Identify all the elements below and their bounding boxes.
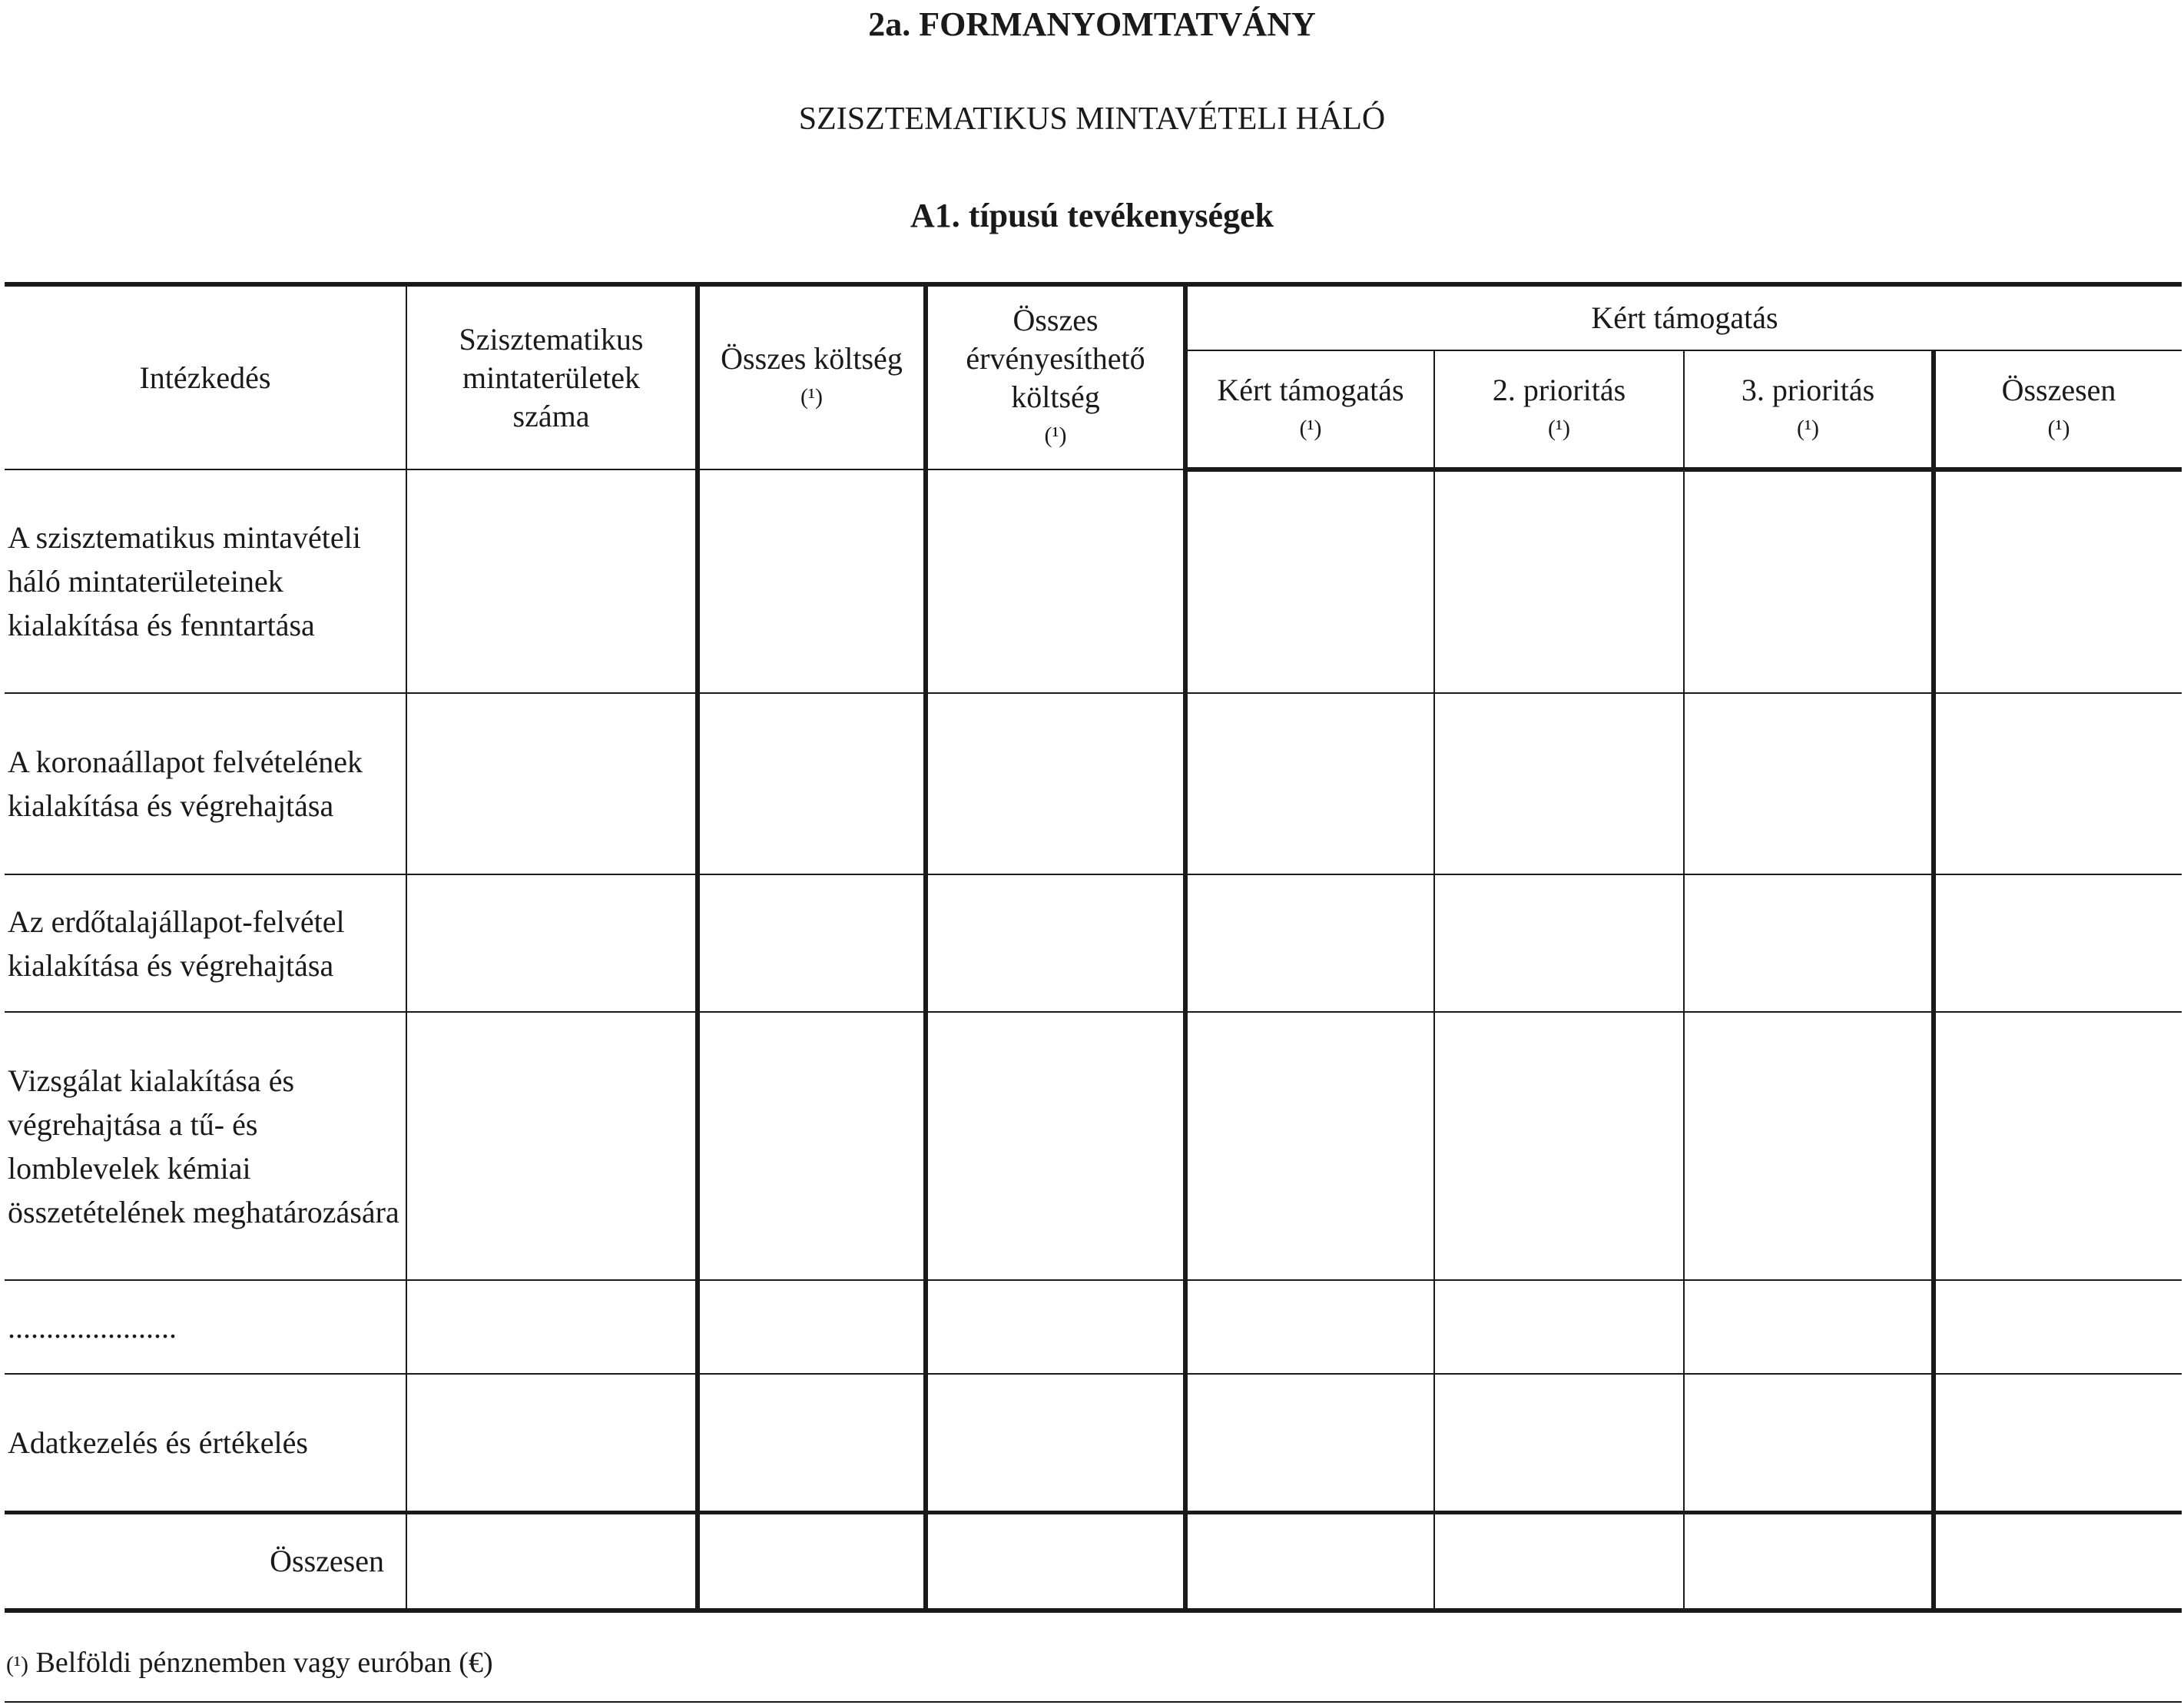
col-header-priority-3-label: 3. prioritás (1741, 372, 1875, 407)
table-row (5, 1280, 2182, 1374)
cell-sum[interactable] (1934, 874, 2182, 1012)
col-header-eligible-cost-line-1: Összes (1012, 302, 1099, 337)
form-title: 2a. FORMANYOMTATVÁNY (868, 5, 1316, 43)
cell-plots[interactable] (406, 1374, 698, 1512)
table-row (5, 469, 2182, 693)
col-header-priority-3 (1684, 350, 1934, 469)
cell-requested-support[interactable] (1185, 693, 1434, 874)
cell-total-cost[interactable] (698, 469, 926, 693)
col-header-total-cost-label: Összes költség (721, 340, 903, 376)
table-row (5, 1374, 2182, 1512)
cell-priority-3[interactable] (1684, 1374, 1934, 1512)
cell-sum[interactable] (1934, 1012, 2182, 1280)
cell-sum[interactable] (1934, 693, 2182, 874)
cell-plots[interactable] (406, 874, 698, 1012)
cell-total-cost[interactable] (698, 1374, 926, 1512)
cell-priority-3[interactable] (1684, 469, 1934, 693)
total-cell-plots[interactable] (406, 1512, 698, 1610)
form-subtitle: SZISZTEMATIKUS MINTAVÉTELI HÁLÓ (798, 101, 1386, 137)
col-header-priority-2-note: (¹) (1548, 415, 1570, 441)
col-header-sum-label: Összesen (2001, 372, 2116, 407)
col-header-eligible-cost-note: (¹) (1044, 422, 1067, 448)
total-cell-eligible-cost[interactable] (926, 1512, 1185, 1610)
row-label: A koronaállapot felvételének kialakítása és végrehajtása (5, 693, 406, 874)
col-header-plots-line-2: mintaterületek (462, 360, 640, 395)
bottom-rule (5, 1701, 2182, 1703)
cell-requested-support[interactable] (1185, 874, 1434, 1012)
col-header-requested-support-group: Kért támogatás (1185, 284, 2182, 350)
cell-eligible-cost[interactable] (926, 1374, 1185, 1512)
col-header-eligible-cost (926, 284, 1185, 469)
footnote-text: Belföldi pénznemben vagy euróban (€) (35, 1647, 493, 1679)
cell-sum[interactable] (1934, 1374, 2182, 1512)
col-header-requested-support (1185, 350, 1434, 469)
table-row (5, 693, 2182, 874)
cell-eligible-cost[interactable] (926, 469, 1185, 693)
cell-eligible-cost[interactable] (926, 874, 1185, 1012)
col-header-plots-line-1: Szisztematikus (459, 321, 644, 357)
col-header-eligible-cost-line-2: érvényesíthető (966, 340, 1145, 376)
cell-eligible-cost[interactable] (926, 1280, 1185, 1374)
cell-priority-3[interactable] (1684, 1012, 1934, 1280)
row-label: ...................... (5, 1280, 406, 1374)
cell-priority-2[interactable] (1434, 1374, 1684, 1512)
cell-sum[interactable] (1934, 1280, 2182, 1374)
cell-requested-support[interactable] (1185, 469, 1434, 693)
total-cell-requested-support[interactable] (1185, 1512, 1434, 1610)
cell-eligible-cost[interactable] (926, 1012, 1185, 1280)
table-row (5, 874, 2182, 1012)
footnote-marker: (¹) (6, 1652, 28, 1677)
cost-table (5, 282, 2182, 1613)
cell-plots[interactable] (406, 1280, 698, 1374)
cell-total-cost[interactable] (698, 693, 926, 874)
col-header-total-cost-note: (¹) (800, 383, 823, 410)
col-header-sum-note: (¹) (2047, 415, 2070, 441)
col-header-requested-support-label: Kért támogatás (1217, 372, 1404, 407)
cell-sum[interactable] (1934, 469, 2182, 693)
col-header-priority-3-note: (¹) (1797, 415, 1819, 441)
cell-plots[interactable] (406, 469, 698, 693)
col-header-plots-line-3: száma (512, 398, 590, 433)
col-header-eligible-cost-line-3: költség (1011, 379, 1100, 414)
row-label: A szisztematikus mintavételi háló mintaterületeinek kialakítása és fenntartása (5, 469, 406, 693)
total-cell-priority-2[interactable] (1434, 1512, 1684, 1610)
total-cell-sum[interactable] (1934, 1512, 2182, 1610)
col-header-total-cost (698, 284, 926, 469)
col-header-priority-2 (1434, 350, 1684, 469)
col-header-requested-support-note: (¹) (1299, 415, 1322, 441)
cell-priority-2[interactable] (1434, 693, 1684, 874)
cell-requested-support[interactable] (1185, 1280, 1434, 1374)
footnote (6, 1646, 493, 1680)
cell-priority-2[interactable] (1434, 1012, 1684, 1280)
form-heading: A1. típusú tevékenységek (910, 197, 1274, 234)
cell-priority-3[interactable] (1684, 693, 1934, 874)
total-cell-priority-3[interactable] (1684, 1512, 1934, 1610)
col-header-plots (406, 284, 698, 469)
cell-eligible-cost[interactable] (926, 693, 1185, 874)
row-label: Adatkezelés és értékelés (5, 1374, 406, 1512)
col-header-priority-2-label: 2. prioritás (1492, 372, 1626, 407)
cell-requested-support[interactable] (1185, 1012, 1434, 1280)
col-header-sum (1934, 350, 2182, 469)
cell-total-cost[interactable] (698, 874, 926, 1012)
total-row-label: Összesen (5, 1512, 406, 1610)
table-row (5, 1012, 2182, 1280)
cell-priority-3[interactable] (1684, 1280, 1934, 1374)
cell-priority-2[interactable] (1434, 1280, 1684, 1374)
cell-priority-2[interactable] (1434, 469, 1684, 693)
cell-priority-3[interactable] (1684, 874, 1934, 1012)
row-label: Vizsgálat kialakítása és végrehajtása a tű- és lomblevelek kémiai összetételének meghatározására (5, 1012, 406, 1280)
row-label: Az erdőtalajállapot-felvétel kialakítása és végrehajtása (5, 874, 406, 1012)
total-cell-total-cost[interactable] (698, 1512, 926, 1610)
cell-plots[interactable] (406, 1012, 698, 1280)
cell-total-cost[interactable] (698, 1012, 926, 1280)
cell-total-cost[interactable] (698, 1280, 926, 1374)
cell-requested-support[interactable] (1185, 1374, 1434, 1512)
total-row (5, 1512, 2182, 1610)
cell-plots[interactable] (406, 693, 698, 874)
col-header-measure: Intézkedés (5, 284, 406, 469)
cell-priority-2[interactable] (1434, 874, 1684, 1012)
header-row-1 (5, 284, 2182, 350)
